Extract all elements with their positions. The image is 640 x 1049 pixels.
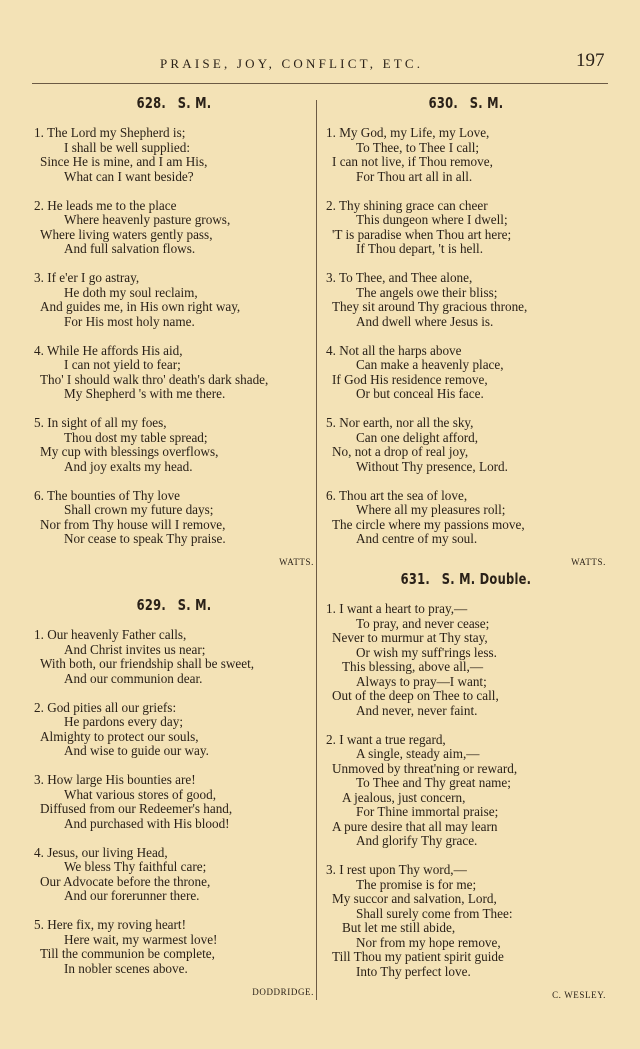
- stanza: [34, 126, 314, 184]
- verse-line: They sit around Thy gracious throne,: [332, 299, 528, 314]
- verse-line: Into Thy perfect love.: [356, 963, 471, 979]
- verse-line: I shall be well supplied:: [64, 139, 190, 155]
- stanza: [326, 126, 606, 184]
- stanza: [326, 489, 606, 547]
- verse-line: My Shepherd 's with me there.: [64, 386, 226, 401]
- verse-line: 3. How large His bounties are!: [34, 772, 196, 787]
- stanza: [326, 602, 606, 718]
- verse-line: Where living waters gently pass,: [40, 226, 213, 242]
- verse-line: Till the communion be complete,: [40, 946, 215, 961]
- verse-line: To Thee, to Thee I call;: [356, 139, 480, 155]
- stanza: [34, 489, 314, 547]
- hymn-number: 628.: [136, 94, 166, 112]
- verse-line: And Christ invites us near;: [64, 641, 206, 657]
- verse-line: This blessing, above all,—: [342, 659, 484, 674]
- verse-line: He pardons every day;: [64, 714, 184, 729]
- hymn-629: [34, 596, 314, 997]
- verse-line: A pure desire that all may learn: [332, 818, 498, 834]
- hymn-author: C. WESLEY.: [552, 989, 606, 1000]
- verse-line: What various stores of good,: [64, 786, 216, 802]
- verse-line: Since He is mine, and I am His,: [40, 154, 208, 169]
- verse-line: For Thine immortal praise;: [356, 804, 499, 819]
- stanza: [34, 701, 314, 759]
- verse-line: Shall surely come from Thee:: [356, 905, 513, 921]
- verse-line: For Thou art all in all.: [356, 168, 473, 184]
- verse-line: 3. If e'er I go astray,: [34, 270, 140, 285]
- verse-line: And centre of my soul.: [356, 531, 478, 546]
- verse-line: Or wish my suff'rings less.: [356, 644, 497, 660]
- verse-line: Nor from Thy house will I remove,: [40, 516, 226, 532]
- verse-line: 4. Jesus, our living Head,: [34, 844, 168, 860]
- verse-line: I can not live, if Thou remove,: [332, 154, 493, 169]
- verse-line: We bless Thy faithful care;: [64, 859, 207, 874]
- verse-line: 2. He leads me to the place: [34, 197, 177, 213]
- verse-line: Almighty to protect our souls,: [40, 728, 199, 744]
- stanza: [34, 416, 314, 474]
- stanza: [34, 846, 314, 904]
- verse-line: 2. I want a true regard,: [326, 731, 446, 747]
- verse-line: 2. God pities all our griefs:: [34, 699, 177, 715]
- hymn-meter: S. M. Double.: [441, 570, 532, 588]
- stanza: [34, 344, 314, 402]
- stanza: [34, 628, 314, 686]
- verse-line: If God His residence remove,: [332, 371, 488, 387]
- hymn-628: [34, 94, 314, 567]
- hymn-author: WATTS.: [571, 557, 606, 567]
- verse-line: 6. The bounties of Thy love: [34, 487, 181, 503]
- hymn-number: 631.: [400, 570, 431, 588]
- verse-line: Without Thy presence, Lord.: [356, 458, 508, 474]
- verse-line: 1. I want a heart to pray,—: [326, 601, 468, 616]
- verse-line: Where all my pleasures roll;: [356, 502, 506, 517]
- verse-line: Till Thou my patient spirit guide: [332, 949, 504, 964]
- verse-line: Where heavenly pasture grows,: [64, 212, 231, 227]
- verse-line: 1. My God, my Life, my Love,: [326, 125, 490, 140]
- verse-line: And joy exalts my head.: [64, 458, 193, 474]
- verse-line: 6. Thou art the sea of love,: [326, 487, 468, 503]
- verse-line: Or but conceal His face.: [356, 386, 484, 401]
- column-divider: [316, 100, 317, 1000]
- verse-line: 2. Thy shining grace can cheer: [326, 197, 488, 213]
- stanza: [326, 344, 606, 402]
- stanza: [34, 271, 314, 329]
- verse-line: A single, steady aim,—: [356, 746, 480, 761]
- verse-line: 'T is paradise when Thou art here;: [332, 226, 512, 242]
- stanza: [326, 733, 606, 849]
- page-number: 197: [576, 50, 605, 71]
- verse-line: To Thee and Thy great name;: [356, 775, 511, 790]
- running-title: PRAISE, JOY, CONFLICT, ETC.: [160, 56, 424, 71]
- verse-line: 3. I rest upon Thy word,—: [326, 862, 467, 877]
- hymn-meter: S. M.: [469, 94, 504, 112]
- verse-line: And full salvation flows.: [64, 241, 196, 256]
- verse-line: Diffused from our Redeemer's hand,: [40, 801, 233, 816]
- verse-line: In nobler scenes above.: [64, 960, 188, 976]
- hymn-title: [347, 570, 585, 588]
- verse-line: And purchased with His blood!: [64, 815, 230, 831]
- header-rule: [32, 83, 608, 84]
- verse-line: 4. Not all the harps above: [326, 342, 462, 358]
- stanza: [34, 773, 314, 831]
- verse-line: With both, our friendship shall be sweet,: [40, 656, 255, 671]
- verse-line: A jealous, just concern,: [342, 789, 466, 805]
- verse-line: 5. In sight of all my foes,: [34, 415, 167, 430]
- hymn-author: DODDRIDGE.: [252, 986, 314, 997]
- verse-line: Can one delight afford,: [356, 429, 479, 445]
- verse-line: The promise is for me;: [356, 876, 477, 892]
- stanza: [34, 918, 314, 976]
- verse-line: And our communion dear.: [64, 670, 203, 686]
- stanza: [326, 199, 606, 257]
- verse-line: The circle where my passions move,: [332, 516, 525, 532]
- stanza: [326, 416, 606, 474]
- verse-line: And dwell where Jesus is.: [356, 313, 494, 329]
- verse-line: 1. The Lord my Shepherd is;: [34, 125, 186, 140]
- verse-line: Tho' I should walk thro' death's dark shade,: [40, 371, 269, 387]
- verse-line: And glorify Thy grace.: [356, 833, 478, 848]
- verse-line: Never to murmur at Thy stay,: [332, 630, 488, 645]
- verse-line: Our Advocate before the throne,: [40, 873, 211, 889]
- verse-line: 5. Nor earth, nor all the sky,: [326, 415, 474, 430]
- verse-line: Thou dost my table spread;: [64, 429, 208, 445]
- verse-line: If Thou depart, 't is hell.: [356, 241, 484, 256]
- hymn-title: [55, 94, 293, 112]
- stanza: [326, 271, 606, 329]
- verse-line: What can I want beside?: [64, 168, 194, 184]
- verse-line: Unmoved by threat'ning or reward,: [332, 760, 518, 776]
- verse-line: Nor from my hope remove,: [356, 934, 501, 950]
- hymn-number: 630.: [428, 94, 458, 112]
- hymn-meter: S. M.: [177, 94, 212, 112]
- verse-line: My cup with blessings overflows,: [40, 444, 219, 459]
- stanza: [34, 199, 314, 257]
- verse-line: And our forerunner there.: [64, 888, 200, 903]
- verse-line: He doth my soul reclaim,: [64, 284, 198, 300]
- hymn-number: 629.: [136, 596, 166, 614]
- verse-line: My succor and salvation, Lord,: [332, 891, 497, 906]
- verse-line: 3. To Thee, and Thee alone,: [326, 270, 473, 285]
- verse-line: And wise to guide our way.: [64, 743, 209, 758]
- verse-line: Always to pray—I want;: [356, 673, 487, 689]
- verse-line: The angels owe their bliss;: [356, 284, 498, 300]
- verse-line: To pray, and never cease;: [356, 615, 490, 631]
- verse-line: 1. Our heavenly Father calls,: [34, 627, 187, 642]
- verse-line: 5. Here fix, my roving heart!: [34, 917, 186, 932]
- hymn-meter: S. M.: [177, 596, 212, 614]
- verse-line: Nor cease to speak Thy praise.: [64, 531, 226, 546]
- hymn-630: [326, 94, 606, 567]
- hymn-title: [55, 596, 293, 614]
- hymn-631: [326, 570, 606, 1000]
- verse-line: This dungeon where I dwell;: [356, 212, 508, 227]
- verse-line: I can not yield to fear;: [64, 357, 181, 372]
- verse-line: And never, never faint.: [356, 702, 478, 718]
- verse-line: Here wait, my warmest love!: [64, 931, 218, 947]
- hymn-author: WATTS.: [279, 557, 314, 567]
- verse-line: But let me still abide,: [342, 920, 456, 935]
- verse-line: For His most holy name.: [64, 313, 195, 329]
- verse-line: 4. While He affords His aid,: [34, 342, 183, 358]
- hymn-title: [347, 94, 585, 112]
- verse-line: No, not a drop of real joy,: [332, 444, 469, 459]
- stanza: [326, 863, 606, 979]
- verse-line: Shall crown my future days;: [64, 502, 214, 517]
- verse-line: Can make a heavenly place,: [356, 357, 504, 372]
- verse-line: Out of the deep on Thee to call,: [332, 688, 499, 703]
- verse-line: And guides me, in His own right way,: [40, 299, 241, 314]
